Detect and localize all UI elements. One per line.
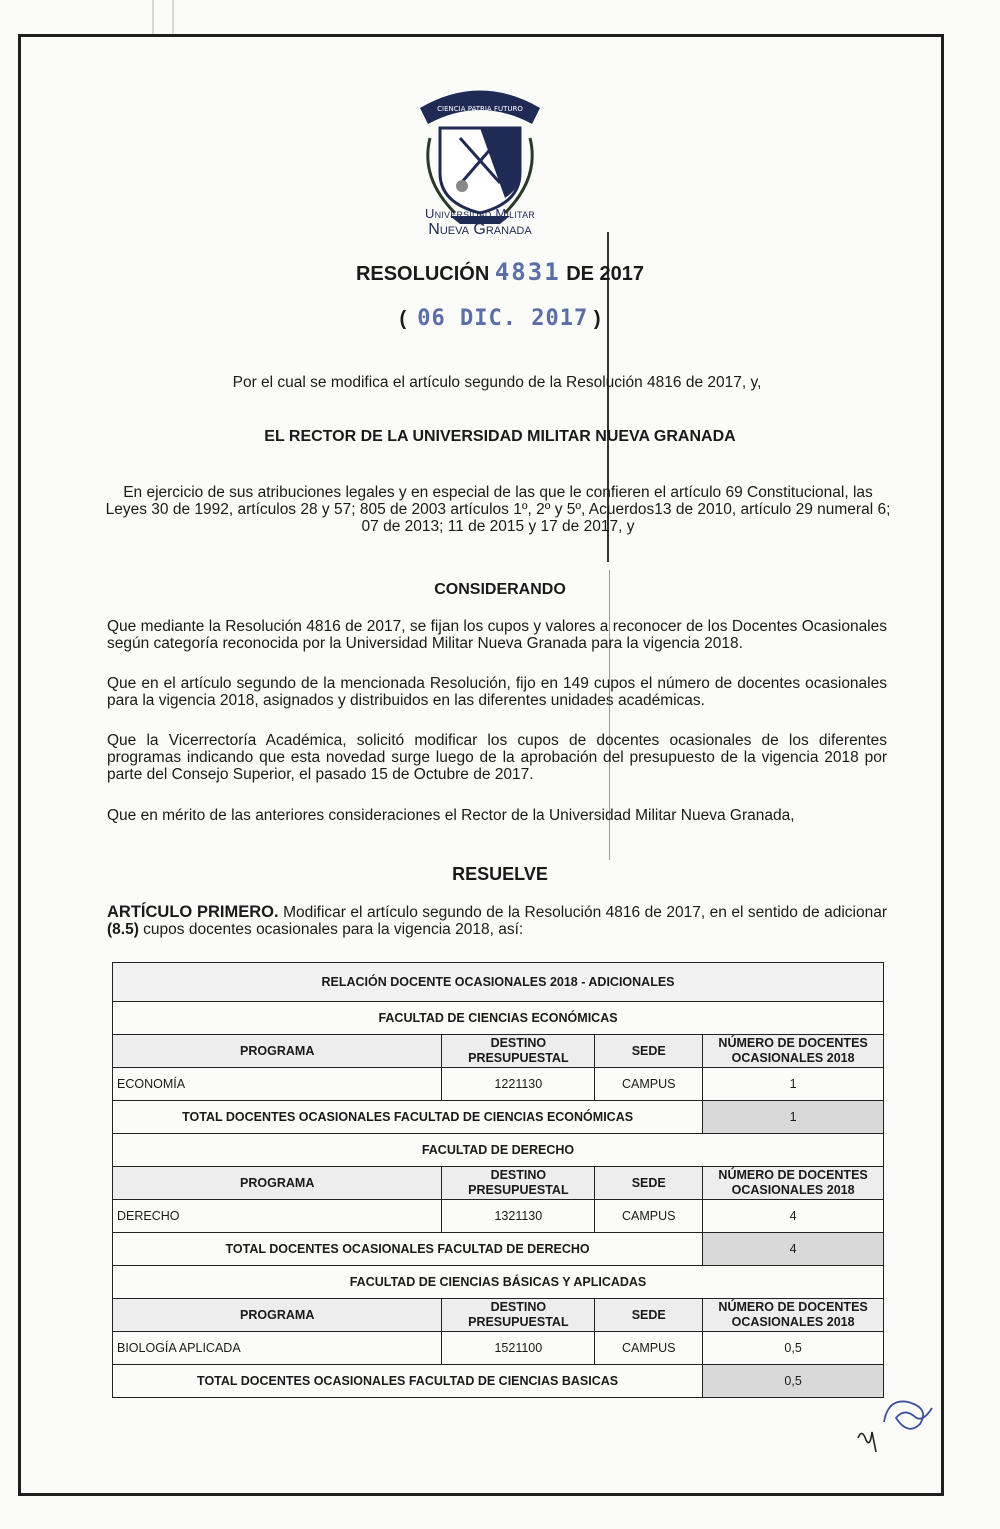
total-value: 0,5 <box>703 1365 884 1398</box>
docentes-table <box>112 962 884 1398</box>
total-row <box>113 1101 884 1134</box>
article-text-2: cupos docentes ocasionales para la vigencia 2018, así: <box>138 921 524 938</box>
considering-paragraph-3: Que la Vicerrectoría Académica, solicitó modificar los cupos de docentes ocasionales de los diferentes programas indicando que esta novedad surge luego de la aprobación del presupuesto de la vigencia 2018 por parte del Consejo Superior, el pasado 15 de Octubre de 2017. <box>107 732 887 783</box>
cell-numero: 0,5 <box>703 1332 884 1365</box>
article-text-1: Modificar el artículo segundo de la Resolución 4816 de 2017, en el sentido de adicionar <box>278 904 887 921</box>
article-bold-quota: (8.5) <box>107 921 139 938</box>
col-header-sede: SEDE <box>595 1035 703 1068</box>
table-title: RELACIÓN DOCENTE OCASIONALES 2018 - ADICIONALES <box>113 963 884 1002</box>
article-first <box>107 904 887 938</box>
cell-destino: 1321130 <box>442 1200 595 1233</box>
considering-heading: CONSIDERANDO <box>434 581 566 598</box>
total-label: TOTAL DOCENTES OCASIONALES FACULTAD DE CIENCIAS BASICAS <box>113 1365 703 1398</box>
table-row <box>113 1068 884 1101</box>
handwritten-signature <box>848 1388 938 1458</box>
resolution-title <box>0 258 1000 286</box>
subject-line: Por el cual se modifica el artículo segundo de la Resolución 4816 de 2017, y, <box>232 374 762 391</box>
cell-programa: DERECHO <box>113 1200 442 1233</box>
col-header-numero: NÚMERO DE DOCENTES OCASIONALES 2018 <box>703 1299 884 1332</box>
col-header-destino: DESTINO PRESUPUESTAL <box>442 1035 595 1068</box>
cell-programa: ECONOMÍA <box>113 1068 442 1101</box>
university-line2: Nueva Granada <box>428 221 532 238</box>
cell-numero: 4 <box>703 1200 884 1233</box>
total-row <box>113 1233 884 1266</box>
total-label: TOTAL DOCENTES OCASIONALES FACULTAD DE DERECHO <box>113 1233 703 1266</box>
cell-sede: CAMPUS <box>595 1200 703 1233</box>
col-header-programa: PROGRAMA <box>113 1167 442 1200</box>
table-row <box>113 1200 884 1233</box>
total-value: 4 <box>703 1233 884 1266</box>
resolution-number-stamp: 4831 <box>494 258 561 286</box>
resolution-label: RESOLUCIÓN <box>355 263 490 285</box>
svg-text:CIENCIA PATRIA FUTURO: CIENCIA PATRIA FUTURO <box>437 105 523 113</box>
col-header-programa: PROGRAMA <box>113 1035 442 1068</box>
col-header-programa: PROGRAMA <box>113 1299 442 1332</box>
col-header-sede: SEDE <box>595 1299 703 1332</box>
date-close-paren: ) <box>593 308 601 330</box>
resolves-heading: RESUELVE <box>452 864 548 884</box>
powers-paragraph: En ejercicio de sus atribuciones legales y en especial de las que le confieren el artículo 69 Constitucional, las Leyes 30 de 1992, artículos 28 y 57; 805 de 2003 artículos 1º, 2º y 5º, Acuerdos13 de 2010, artículo 29 numeral 6; 07 de 2013; 11 de 2015 y 17 de 2017, y <box>105 484 891 535</box>
resolution-year: DE 2017 <box>566 263 645 285</box>
article-label: ARTÍCULO PRIMERO. <box>107 903 279 921</box>
col-header-numero: NÚMERO DE DOCENTES OCASIONALES 2018 <box>703 1167 884 1200</box>
university-line1: Universidad Militar <box>425 206 535 221</box>
considering-paragraph-4: Que en mérito de las anteriores consideraciones el Rector de la Universidad Militar Nueva Granada, <box>107 807 795 824</box>
faculty-heading: FACULTAD DE CIENCIAS BÁSICAS Y APLICADAS <box>113 1266 884 1299</box>
resolution-date <box>0 306 1000 331</box>
authority-heading: EL RECTOR DE LA UNIVERSIDAD MILITAR NUEVA GRANADA <box>264 428 736 445</box>
table-row <box>113 1332 884 1365</box>
total-row <box>113 1365 884 1398</box>
cell-sede: CAMPUS <box>595 1068 703 1101</box>
date-open-paren: ( <box>399 308 407 330</box>
cell-sede: CAMPUS <box>595 1332 703 1365</box>
col-header-destino: DESTINO PRESUPUESTAL <box>442 1167 595 1200</box>
col-header-destino: DESTINO PRESUPUESTAL <box>442 1299 595 1332</box>
cell-numero: 1 <box>703 1068 884 1101</box>
total-label: TOTAL DOCENTES OCASIONALES FACULTAD DE CIENCIAS ECONÓMICAS <box>113 1101 703 1134</box>
cell-programa: BIOLOGÍA APLICADA <box>113 1332 442 1365</box>
faculty-heading: FACULTAD DE CIENCIAS ECONÓMICAS <box>113 1002 884 1035</box>
cell-destino: 1221130 <box>442 1068 595 1101</box>
total-value: 1 <box>703 1101 884 1134</box>
considering-paragraph-2: Que en el artículo segundo de la mencionada Resolución, fijo en 149 cupos el número de docentes ocasionales para la vigencia 2018, asignados y distribuidos en las diferentes unidades académicas. <box>107 675 887 709</box>
university-name <box>380 206 580 238</box>
scan-artifact <box>172 0 174 34</box>
col-header-numero: NÚMERO DE DOCENTES OCASIONALES 2018 <box>703 1035 884 1068</box>
faculty-heading: FACULTAD DE DERECHO <box>113 1134 884 1167</box>
scan-artifact <box>152 0 154 34</box>
date-stamp: 06 DIC. 2017 <box>417 306 589 331</box>
cell-destino: 1521100 <box>442 1332 595 1365</box>
col-header-sede: SEDE <box>595 1167 703 1200</box>
considering-paragraph-1: Que mediante la Resolución 4816 de 2017, se fijan los cupos y valores a reconocer de los Docentes Ocasionales según categoría reconocida por la Universidad Militar Nueva Granada para la vigencia 2018. <box>107 618 887 652</box>
